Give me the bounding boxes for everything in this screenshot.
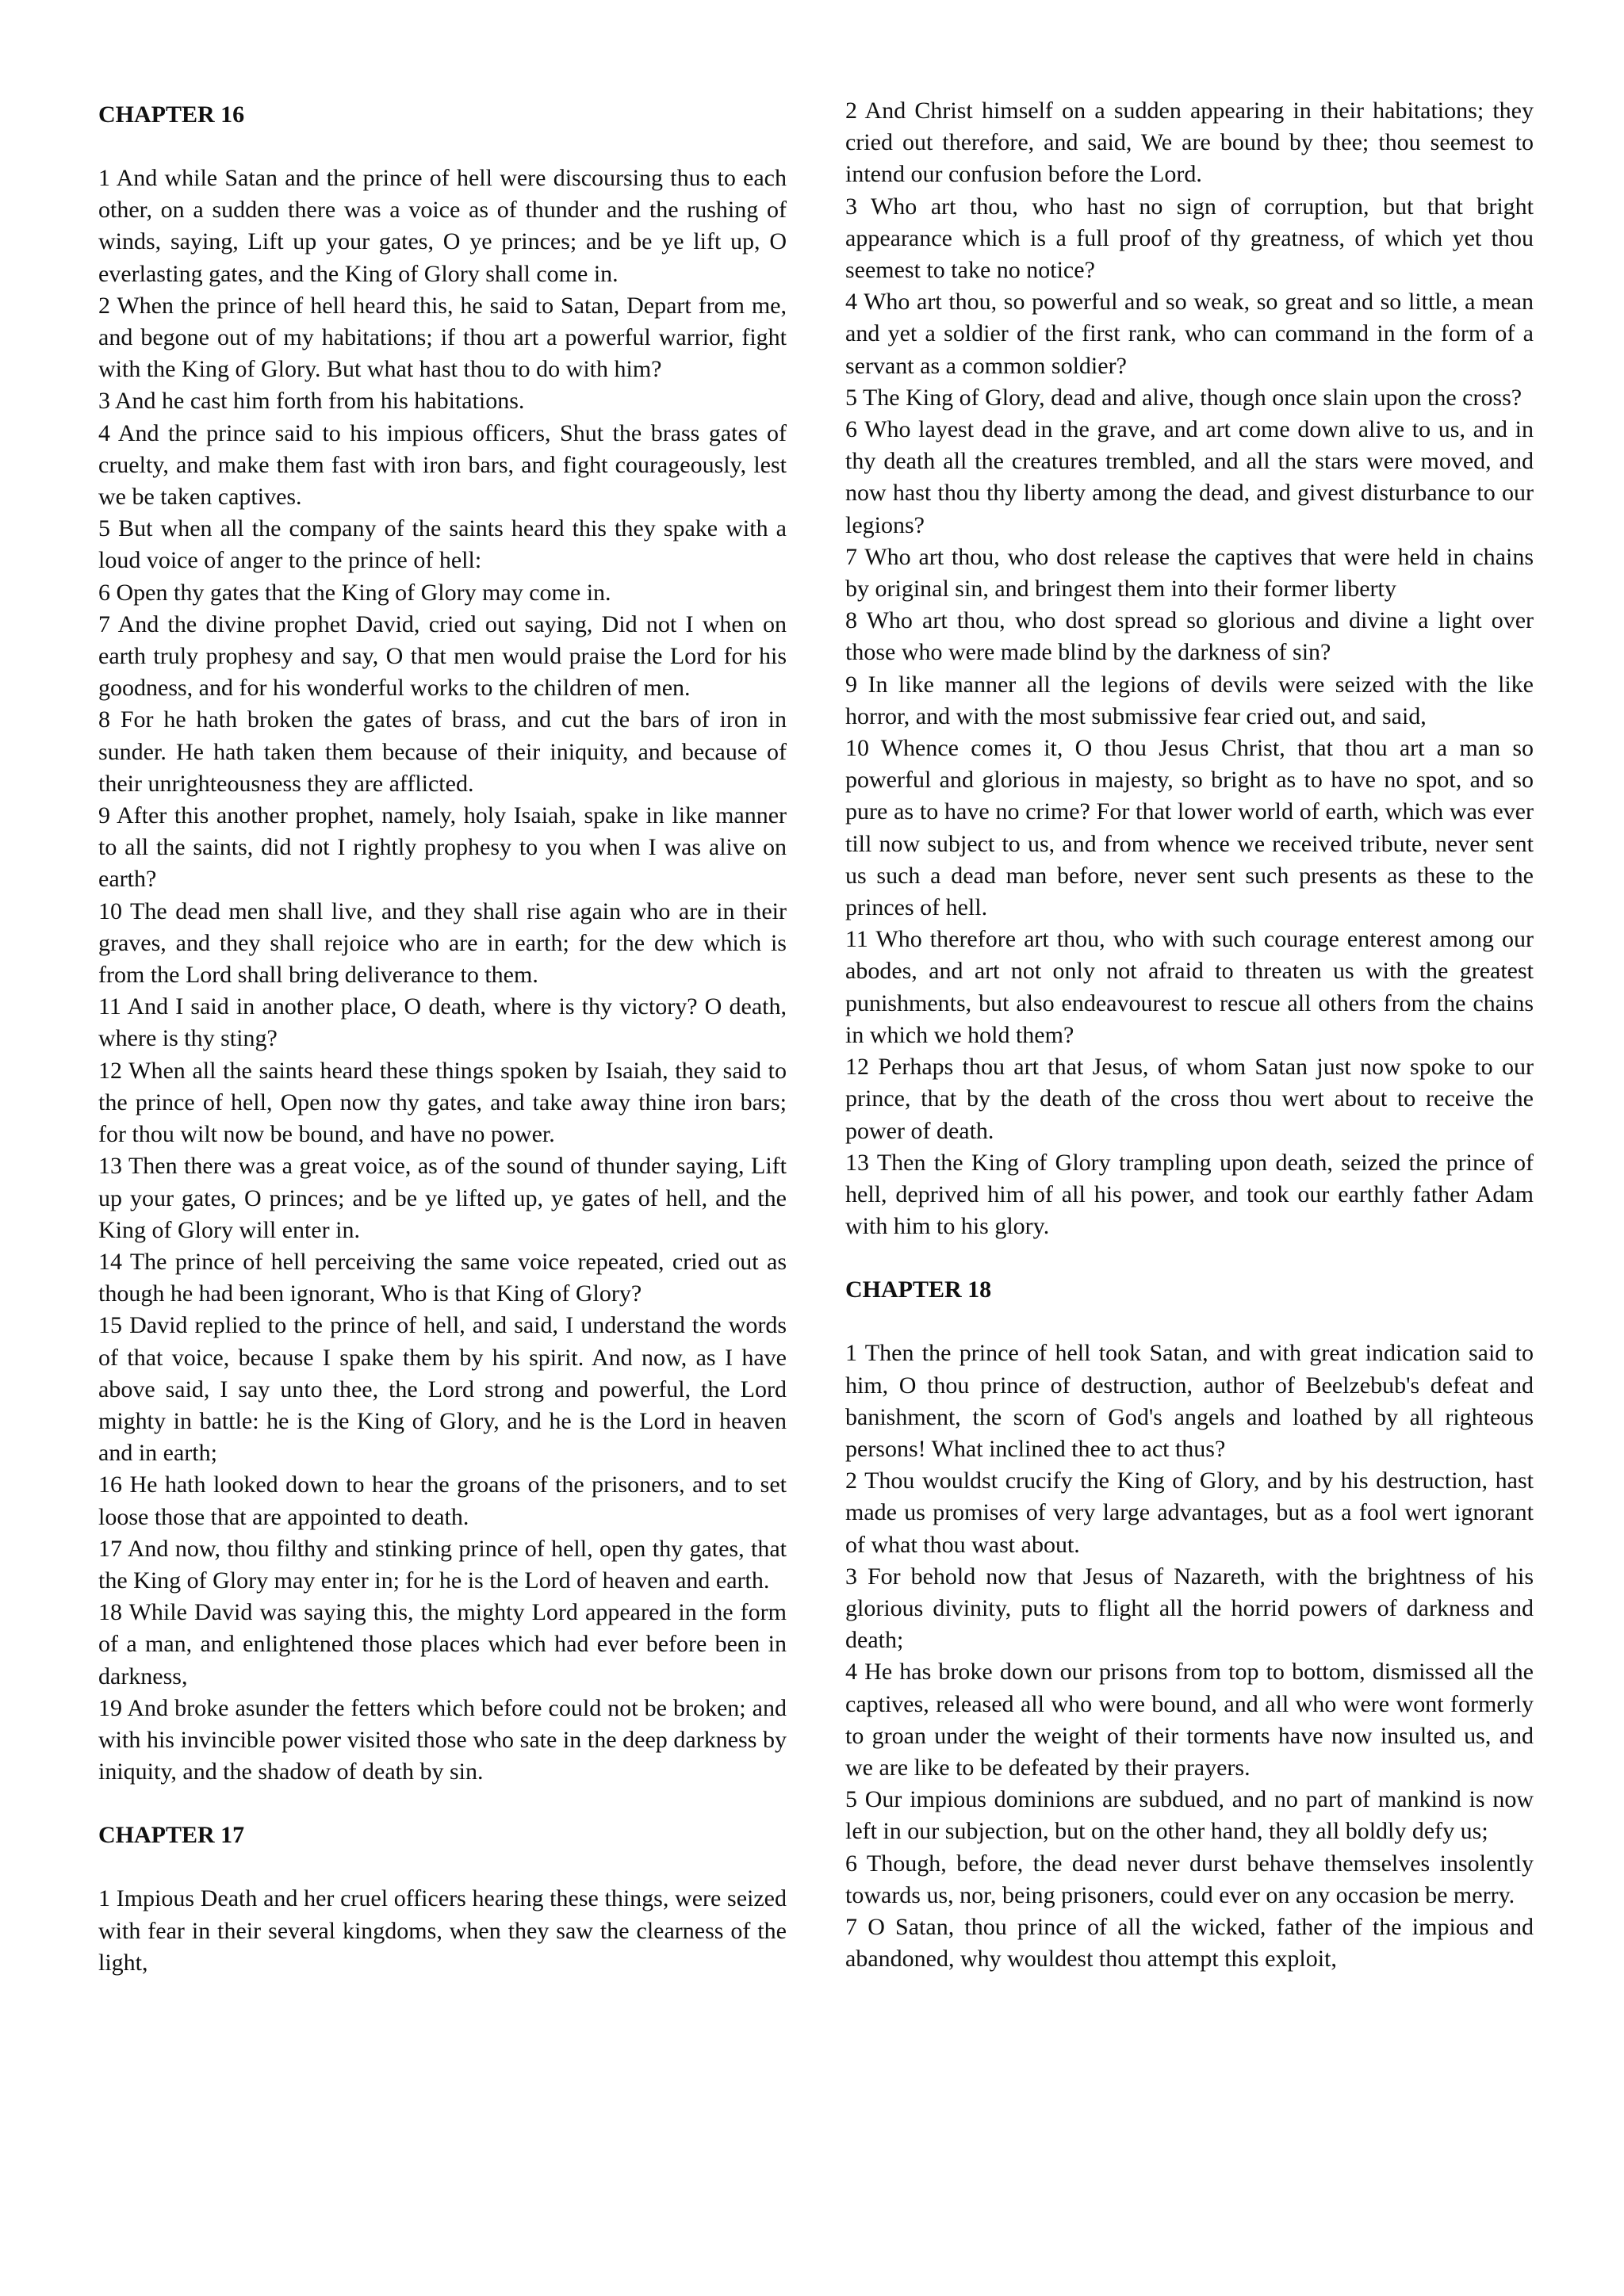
verse: 11 And I said in another place, O death, where is thy victory? O death, where is thy sting? (98, 993, 787, 1052)
verse: 1 And while Satan and the prince of hell were discoursing thus to each other, on a sudden there was a voice as of thunder and the rushing of winds, saying, Lift up your gates, O ye princes; and be ye lift up, O everlasting gates, and the King of Glory shall come in. (98, 165, 787, 287)
verse: 1 Then the prince of hell took Satan, and with great indication said to him, O thou prince of destruction, author of Beelzebub's defeat and banishment, the scorn of God's angels and loathed by all righteous persons! What inclined thee to act thus? (845, 1340, 1534, 1462)
verse: 17 And now, thou filthy and stinking prince of hell, open thy gates, that the King of Glory may enter in; for he is the Lord of heaven and earth. (98, 1535, 787, 1594)
verse: 8 Who art thou, who dost spread so glorious and divine a light over those who were made blind by the darkness of sin? (845, 607, 1534, 666)
chapter-17-heading: CHAPTER 17 (98, 1822, 245, 1849)
right-column (845, 95, 1534, 1975)
verse: 7 O Satan, thou prince of all the wicked, father of the impious and abandoned, why wouldest thou attempt this exploit, (845, 1913, 1534, 1973)
verse: 14 The prince of hell perceiving the same voice repeated, cried out as though he had been ignorant, Who is that King of Glory? (98, 1248, 787, 1307)
verse: 7 Who art thou, who dost release the captives that were held in chains by original sin, and bringest them into their former liberty (845, 543, 1534, 603)
verse: 1 Impious Death and her cruel officers hearing these things, were seized with fear in their several kingdoms, when they saw the clearness of the light, (98, 1885, 787, 1976)
verse: 5 Our impious dominions are subdued, and no part of mankind is now left in our subjection, but on the other hand, they all boldly defy us; (845, 1786, 1534, 1845)
verse: 2 Thou wouldst crucify the King of Glory, and by his destruction, hast made us promises of very large advantages, but as a fool wert ignorant of what thou wast about. (845, 1468, 1534, 1558)
chapter-16-verses (98, 163, 787, 1788)
verse: 5 The King of Glory, dead and alive, though once slain upon the cross? (845, 384, 1522, 411)
verse: 4 He has broke down our prisons from top to bottom, dismissed all the captives, released all who were bound, and all who were wont formerly to groan under the weight of their torments have now insulted us, and we are like to be defeated by their prayers. (845, 1659, 1534, 1781)
verse: 7 And the divine prophet David, cried out saying, Did not I when on earth truly prophesy and say, O that men would praise the Lord for his goodness, and for his wonderful works to the children of men. (98, 610, 787, 702)
verse: 18 While David was saying this, the mighty Lord appeared in the form of a man, and enlightened those places which had ever before been in darkness, (98, 1599, 787, 1689)
verse: 3 Who art thou, who hast no sign of corruption, but that bright appearance which is a full proof of thy greatness, of which yet thou seemest to take no notice? (845, 193, 1534, 284)
chapter-18-heading: CHAPTER 18 (845, 1276, 992, 1303)
verse: 12 Perhaps thou art that Jesus, of whom Satan just now spoke to our prince, that by the death of the cross thou wert about to receive the power of death. (845, 1054, 1534, 1144)
verse: 10 The dead men shall live, and they shall rise again who are in their graves, and they shall rejoice who are in earth; for the dew which is from the Lord shall bring deliverance to them. (98, 897, 787, 989)
verse: 4 And the prince said to his impious officers, Shut the brass gates of cruelty, and make them fast with iron bars, and fight courageously, lest we be taken captives. (98, 419, 787, 511)
chapter-17-verses (98, 1883, 787, 1979)
verse: 2 When the prince of hell heard this, he said to Satan, Depart from me, and begone out of my habitations; if thou art a powerful warrior, fight with the King of Glory. But what hast thou to do with him? (98, 292, 787, 383)
verse: 16 He hath looked down to hear the groans of the prisoners, and to set loose those that are appointed to death. (98, 1471, 787, 1530)
verse: 3 For behold now that Jesus of Nazareth, with the brightness of his glorious divinity, puts to flight all the horrid powers of darkness and death; (845, 1563, 1534, 1654)
verse: 6 Though, before, the dead never durst behave themselves insolently towards us, nor, being prisoners, could ever on any occasion be merry. (845, 1850, 1534, 1908)
verse: 5 But when all the company of the saints heard this they spake with a loud voice of anger to the prince of hell: (98, 515, 787, 574)
verse: 11 Who therefore art thou, who with such courage enterest among our abodes, and art not only not afraid to threaten us with the greatest punishments, but also endeavourest to rescue all others from the chains in which we hold them? (845, 926, 1534, 1048)
verse: 8 For he hath broken the gates of brass, and cut the bars of iron in sunder. He hath taken them because of their iniquity, and because of their unrighteousness they are afflicted. (98, 706, 787, 797)
verse: 3 And he cast him forth from his habitations. (98, 388, 525, 415)
verse: 6 Who layest dead in the grave, and art come down alive to us, and in thy death all the creatures trembled, and all the stars were moved, and now hast thou thy liberty among the dead, and givest disturbance to our legions? (845, 416, 1534, 538)
chapter-16-heading: CHAPTER 16 (98, 101, 245, 128)
verse: 13 Then the King of Glory trampling upon death, seized the prince of hell, deprived him of all his power, and took our earthly father Adam with him to his glory. (845, 1149, 1534, 1240)
left-column (98, 95, 787, 1979)
verse: 10 Whence comes it, O thou Jesus Christ, that thou art a man so powerful and glorious in majesty, so bright as to have no spot, and so pure as to have no crime? For that lower world of earth, which was ever till now subject to us, and from whence we received tribute, never sent us such a dead man before, never sent such presents as these to the princes of hell. (845, 735, 1534, 921)
chapter-18-verses (845, 1337, 1534, 1975)
verse: 9 In like manner all the legions of devils were seized with the like horror, and with the most submissive fear cried out, and said, (845, 671, 1534, 729)
verse: 13 Then there was a great voice, as of the sound of thunder saying, Lift up your gates, O princes; and be ye lifted up, ye gates of hell, and the King of Glory will enter in. (98, 1153, 787, 1243)
verse: 6 Open thy gates that the King of Glory may come in. (98, 579, 611, 606)
verse: 9 After this another prophet, namely, holy Isaiah, spake in like manner to all the saints, did not I rightly prophesy to you when I was alive on earth? (98, 802, 787, 893)
verse: 12 When all the saints heard these things spoken by Isaiah, they said to the prince of hell, Open now thy gates, and take away thine iron bars; for thou wilt now be bound, and have no power. (98, 1057, 787, 1148)
verse: 15 David replied to the prince of hell, and said, I understand the words of that voice, because I spake them by his spirit. And now, as I have above said, I say unto thee, the Lord strong and powerful, the Lord mighty in battle: he is the King of Glory, and he is the Lord in heaven and in earth; (98, 1312, 787, 1467)
chapter-17-verses-continued (845, 95, 1534, 1242)
verse: 2 And Christ himself on a sudden appearing in their habitations; they cried out therefore, and said, We are bound by thee; thou seemest to intend our confusion before the Lord. (845, 98, 1534, 188)
verse: 19 And broke asunder the fetters which before could not be broken; and with his invincible power visited those who sate in the deep darkness by iniquity, and the shadow of death by sin. (98, 1694, 787, 1785)
verse: 4 Who art thou, so powerful and so weak, so great and so little, a mean and yet a soldier of the first rank, who can command in the form of a servant as a common soldier? (845, 289, 1534, 379)
